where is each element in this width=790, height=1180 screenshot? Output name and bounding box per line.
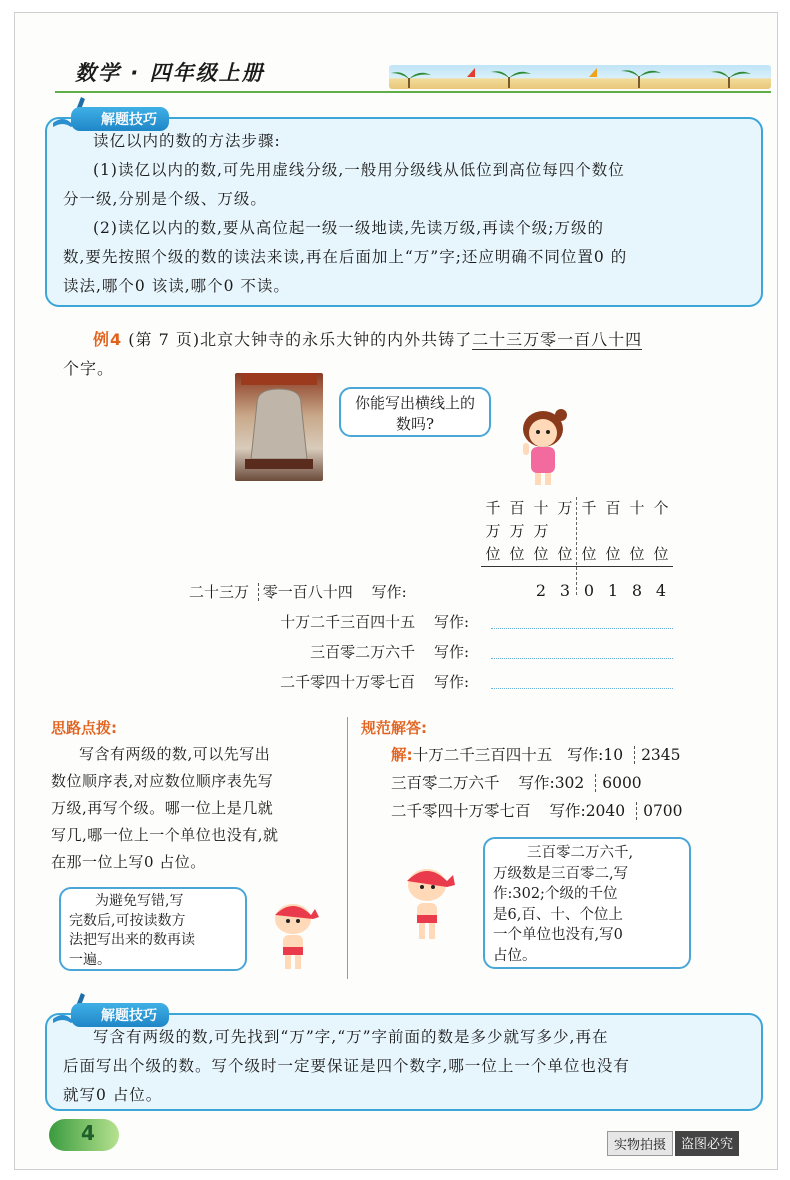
boy-cartoon-icon	[265, 899, 327, 975]
answer-value-high: 10	[603, 746, 624, 764]
write-label: 写作:	[567, 746, 604, 764]
pv-cell: 千	[485, 499, 501, 517]
jie-label: 解:	[391, 746, 413, 764]
tip2-line: 后面写出个级的数。写个级时一定要保证是四个数字,哪一位上一个单位也没有	[63, 1057, 630, 1075]
header-divider	[55, 91, 771, 93]
pv-row-3	[481, 543, 673, 567]
answer-blank[interactable]	[491, 627, 673, 629]
answer-row	[391, 797, 771, 825]
answer-row	[391, 769, 771, 797]
answer-value-high: 2040	[585, 802, 626, 820]
bubble-line: 是6,百、十、个位上	[493, 906, 623, 923]
digit: 4	[655, 581, 667, 600]
bubble-line: 法把写出来的数再读	[69, 932, 195, 948]
tip1-line: 分一级,分别是个级、万级。	[63, 190, 267, 208]
tip1-line: 读法,哪个0 该读,哪个0 不读。	[63, 277, 290, 295]
tip1-line: (2)读亿以内的数,要从高位起一级一级地读,先读万级,再读个级;万级的	[93, 219, 604, 237]
answer-blank[interactable]	[491, 687, 673, 689]
page-number: 4	[81, 1121, 95, 1145]
pv-cell: 位	[509, 545, 525, 563]
place-value-header	[481, 497, 673, 567]
example-row-2	[229, 611, 469, 632]
digits-row	[529, 581, 673, 600]
pv-cell: 位	[581, 545, 597, 563]
tip2-text	[63, 1023, 753, 1110]
tip1-line: 数,要先按照个级的数的读法来读,再在后面加上“万”字;还应明确不同位置0 的	[63, 248, 628, 266]
write-label: 写作:	[371, 583, 407, 601]
example-page-ref: (第 7 页)	[128, 330, 201, 349]
bell-photo	[235, 373, 323, 481]
bubble-line: 完数后,可按读数方	[69, 912, 186, 929]
tip2-line: 写含有两级的数,可先找到“万”字,“万”字前面的数是多少就写多少,再在	[93, 1028, 609, 1046]
footer-stamp	[607, 1131, 739, 1156]
pv-cell: 位	[653, 545, 669, 563]
page	[14, 12, 778, 1170]
pv-cell: 万	[485, 522, 501, 540]
write-label: 写作:	[549, 802, 586, 820]
bubble-line: 一遍。	[69, 951, 111, 968]
pv-cell: 十	[629, 499, 645, 517]
answer-row-text: 二千零四十万零七百	[391, 802, 531, 820]
answer-rows	[391, 741, 771, 825]
tip2-line: 就写0 占位。	[63, 1086, 163, 1104]
stamp-copyright: 盗图必究	[675, 1131, 739, 1156]
digit: 8	[631, 581, 643, 600]
example-row-4	[229, 671, 469, 692]
example-row-1	[189, 581, 407, 602]
hint-line: 数位顺序表,对应数位顺序表先写	[51, 772, 274, 790]
bubble-line: 为避免写错,写	[95, 893, 184, 909]
write-label: 写作:	[433, 613, 469, 631]
digit: 1	[607, 581, 619, 600]
pv-cell: 十	[533, 499, 549, 517]
pv-row-1	[481, 497, 673, 518]
header-banner-image	[389, 65, 771, 89]
answer-value-low: 2345	[641, 746, 681, 764]
example-text	[63, 325, 763, 383]
row-left: 十万二千三百四十五	[280, 613, 416, 631]
pv-cell: 个	[653, 499, 669, 517]
boy-cartoon-icon	[395, 863, 465, 947]
bubble-line: 作:302;个级的千位	[493, 886, 618, 902]
answer-bubble	[483, 837, 691, 969]
bubble-line: 一个单位也没有,写0	[493, 927, 623, 943]
answer-title: 规范解答:	[361, 719, 427, 737]
pv-cell: 位	[557, 545, 573, 563]
digit: 0	[583, 581, 595, 600]
stamp-photo: 实物拍摄	[607, 1131, 673, 1156]
tip1-line: (1)读亿以内的数,可先用虚线分级,一般用分级线从低位到高位每四个数位	[93, 161, 625, 179]
answer-row-text: 三百零二万六千	[391, 774, 500, 792]
hint-line: 写几,哪一位上一个单位也没有,就	[51, 826, 279, 844]
column-divider	[347, 717, 348, 979]
pv-cell: 位	[605, 545, 621, 563]
tip-tag-2: 解题技巧	[71, 1003, 169, 1027]
hint-line: 万级,再写个级。哪一位上是几就	[51, 799, 274, 817]
write-label: 写作:	[433, 643, 469, 661]
example-text-b: 个字。	[63, 359, 115, 378]
pv-cell: 万	[557, 499, 573, 517]
pv-cell: 百	[605, 499, 621, 517]
hint-text	[51, 741, 343, 876]
tip1-line: 读亿以内的数的方法步骤:	[93, 132, 281, 150]
girl-cartoon-icon	[509, 407, 575, 491]
palm-tree-icon	[389, 65, 771, 89]
pv-cell: 位	[485, 545, 501, 563]
bubble-line: 万级数是三百零二,写	[493, 865, 629, 882]
answer-value-low: 6000	[602, 774, 642, 792]
header-title: 数学 · 四年级上册	[75, 61, 265, 85]
answer-value-low: 0700	[643, 802, 683, 820]
bubble-line: 三百零二万六千,	[527, 845, 634, 861]
example-row-3	[229, 641, 469, 662]
row-left: 二十三万	[189, 583, 250, 601]
example-number-underlined: 二十三万零一百八十四	[472, 330, 643, 349]
hint-title: 思路点拨:	[51, 719, 117, 737]
example-label: 例4	[93, 330, 123, 349]
digit: 2	[535, 581, 547, 600]
example-text-a: 北京大钟寺的永乐大钟的内外共铸了	[200, 330, 473, 349]
speech-bubble-question: 你能写出横线上的数吗?	[339, 387, 491, 437]
tip-tag-1: 解题技巧	[71, 107, 169, 131]
row-left: 三百零二万六千	[310, 643, 416, 661]
digit: 3	[559, 581, 571, 600]
answer-row-text: 十万二千三百四十五	[412, 746, 553, 764]
row-right: 零一百八十四	[262, 583, 353, 601]
answer-row	[391, 741, 771, 769]
write-label: 写作:	[518, 774, 555, 792]
bubble-line: 占位。	[493, 947, 537, 964]
write-label: 写作:	[433, 673, 469, 691]
pv-cell: 位	[629, 545, 645, 563]
pv-cell: 千	[581, 499, 597, 517]
answer-value-high: 302	[554, 774, 585, 792]
row-left: 二千零四十万零七百	[280, 673, 416, 691]
pv-row-2	[481, 520, 673, 541]
pv-cell: 万	[533, 522, 549, 540]
answer-blank[interactable]	[491, 657, 673, 659]
tip1-text	[63, 127, 753, 301]
pv-cell: 位	[533, 545, 549, 563]
pv-cell: 百	[509, 499, 525, 517]
hint-line: 写含有两级的数,可以先写出	[79, 745, 271, 763]
hint-bubble	[59, 887, 247, 971]
hint-line: 在那一位上写0 占位。	[51, 853, 206, 871]
pv-cell: 万	[509, 522, 525, 540]
bell-icon	[235, 373, 323, 481]
